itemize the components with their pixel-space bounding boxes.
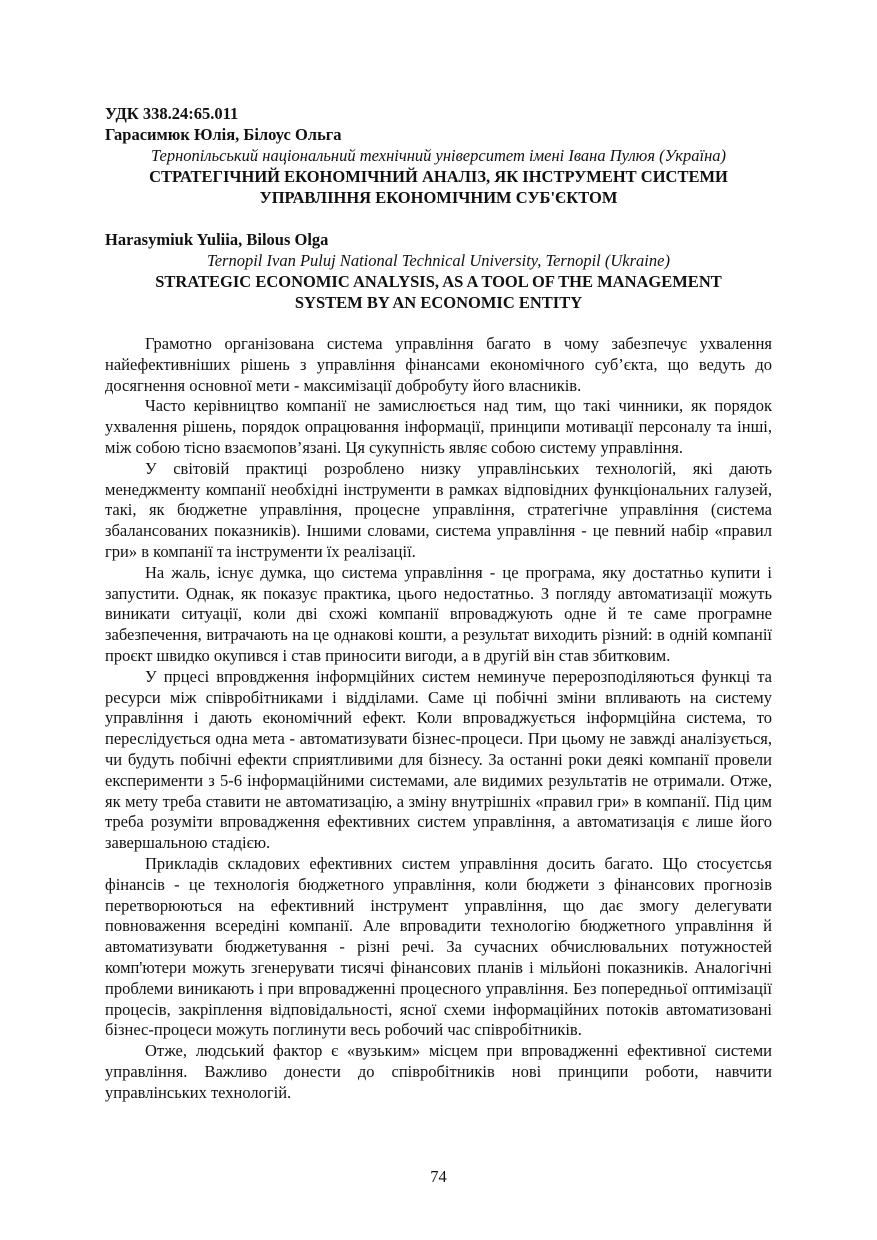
body-paragraph: Грамотно організована система управління багато в чому забезпечує ухвалення найефективніших рішень з управління фінансами економічного суб’єкта, що ведуть до досягнення основної мети - максимізації добробуту його власників. xyxy=(105,334,772,395)
body-paragraph: Часто керівництво компанії не замислюється над тим, що такі чинники, як порядок ухвалення рішень, порядок опрацювання інформації, принципи мотивації персоналу та інші, між собою тісно взаємопов’язані. Ця сукупність являє собою систему управління. xyxy=(105,396,772,457)
article-body xyxy=(105,334,772,1103)
spacer xyxy=(105,208,772,229)
body-paragraph: У світовій практиці розроблено низку управлінських технологій, які дають менеджменту компанії необхідні інструменти в рамках відповідних функціональних галузей, такі, як бюджетне управління, процесне управління, стратегічне управління (система збалансованих показників). Іншими словами, система управління - це певний набір «правил гри» в компанії та інструменти їх реалізації. xyxy=(105,458,772,561)
body-paragraph: У прцесі впровдження інформційних систем неминуче перерозподіляються функці та ресурси між співробітниками і відділами. Саме ці побічні зміни впливають на систему управління і дають економічний ефект. Коли впроваджується інформційна система, то переслідується одна мета - автоматизувати бізнес-процеси. При цьому не завжді аналізується, чи будуть побічні ефекти сприятливими для бізнесу. За останні роки деякі компанії провели експерименти з 5-6 інформаційними системами, але видимих результатів не отримали. Отже, як мету треба ставити не автоматизацію, а зміну внутрішніх «правил гри» в компанії. Під цим треба розуміти впровадження ефективних систем управління, а автоматизація є лише його завершальною стадією. xyxy=(105,666,772,853)
document-page xyxy=(105,103,772,1103)
title-en-line-1: STRATEGIC ECONOMIC ANALYSIS, AS A TOOL OF THE MANAGEMENT xyxy=(155,272,722,291)
affiliation-en: Ternopil Ivan Puluj National Technical University, Ternopil (Ukraine) xyxy=(207,251,670,270)
page-number: 74 xyxy=(430,1167,447,1186)
body-paragraph: Прикладів складових ефективних систем управління досить багато. Що стосуєтсья фінансів - це технологія бюджетного управління, коли бюджети з фінансових прогнозів перетворюються на ефективний інструмент управління, що дає змогу делегувати повноваження всередіні компанії. Але впровадити технологію бюджетного управління й автоматизувати бюджетування - різні речі. За сучасних обчислювальних потужностей комп'ютери можуть згенерувати тисячі фінансових планів і мільйоні показників. Аналогічні проблеми виникають і при впровадженні процесного управління. Без попередньої оптимізації процесів, закріплення відповідальності, ясної схеми інформаційних потоків автоматизовані бізнес-процеси можуть поглинути весь робочий час співробітників. xyxy=(105,853,772,1040)
body-paragraph: Отже, людський фактор є «вузьким» місцем при впровадженні ефективної системи управління. Важливо донести до співробітників нові принципи роботи, навчити управлінських технологій. xyxy=(105,1041,772,1102)
title-ua-line-1: СТРАТЕГІЧНИЙ ЕКОНОМІЧНИЙ АНАЛІЗ, ЯК ІНСТРУМЕНТ СИСТЕМИ xyxy=(149,167,728,186)
body-paragraph: На жаль, існує думка, що система управління - це програма, яку достатньо купити і запустити. Однак, як показує практика, цього недостатньо. З погляду автоматизації можуть виникати ситуації, коли дві схожі компанії впроваджують одне й те саме програмне забезпечення, витрачають на це однакові кошти, а результат виходить різний: в одній компанії проєкт швидко окупився і став приносити вигоди, а в другій він став збитковим. xyxy=(105,562,772,665)
udc-code: УДК 338.24:65.011 xyxy=(105,104,239,123)
authors-ua: Гарасимюк Юлія, Білоус Ольга xyxy=(105,125,342,144)
affiliation-ua: Тернопільський національний технічний університет імені Івана Пулюя (Україна) xyxy=(150,146,727,165)
authors-en: Harasymiuk Yuliia, Bilous Olga xyxy=(105,230,329,249)
title-en-line-2: SYSTEM BY AN ECONOMIC ENTITY xyxy=(294,293,583,312)
title-ua-line-2: УПРАВЛІННЯ ЕКОНОМІЧНИМ СУБ'ЄКТОМ xyxy=(259,188,618,207)
